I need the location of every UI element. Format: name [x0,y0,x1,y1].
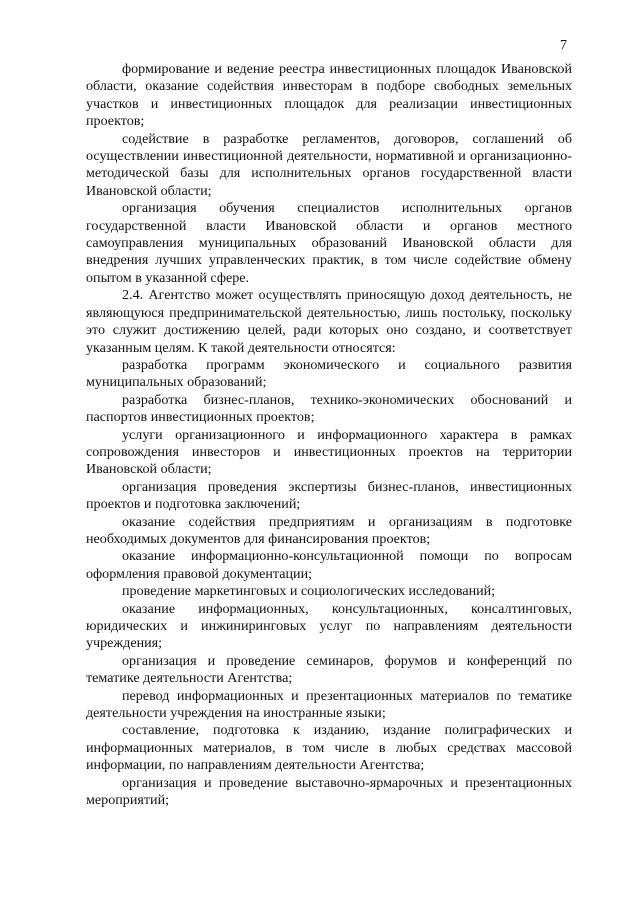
paragraph: организация проведения экспертизы бизнес-планов, инвестиционных проектов и подготовка заключений; [86,478,572,513]
paragraph: оказание информационно-консультационной помощи по вопросам оформления правовой документации; [86,548,572,582]
paragraph: составление, подготовка к изданию, издание полиграфических и информационных материалов, в том числе в любых средствах массовой информации, по направлениям деятельности Агентства; [86,722,572,774]
paragraph: перевод информационных и презентационных материалов по тематике деятельности учреждения на иностранные языки; [86,687,572,722]
paragraph: разработка бизнес-планов, технико-экономических обоснований и паспортов инвестиционных проектов; [86,391,572,426]
paragraph: оказание информационных, консультационных, консалтинговых, юридических и инжиниринговых услуг по направлениям деятельности учреждения; [86,600,572,652]
paragraph: разработка программ экономического и социального развития муниципальных образований; [86,356,572,391]
paragraph: организация обучения специалистов исполнительных органов государственной власти Ивановской области и органов местного самоуправления муниципальных образований Ивановской области для внедрения лучших управленческих практик, в том числе содействие обмену опытом в указанной сфере. [86,200,572,286]
page-number: 7 [560,38,567,53]
paragraph: организация и проведение выставочно-ярмарочных и презентационных мероприятий; [86,774,572,809]
paragraph: проведение маркетинговых и социологических исследований; [122,583,496,600]
paragraph: содействие в разработке регламентов, договоров, соглашений об осуществлении инвестиционной деятельности, нормативной и организационно-методической базы для исполнительных органов государственной власти Ивановской области; [86,130,572,199]
paragraph: формирование и ведение реестра инвестиционных площадок Ивановской области, оказание содействия инвесторам в подборе свободных земельных участков и инвестиционных площадок для реализации инвестиционных проектов; [86,61,572,130]
paragraph: 2.4. Агентство может осуществлять приносящую доход деятельность, не являющуюся предпринимательской деятельностью, лишь постольку, поскольку это служит достижению целей, ради которых оно создано, и соответствует указанным целям. К такой деятельности относятся: [86,287,572,356]
paragraph: услуги организационного и информационного характера в рамках сопровождения инвесторов и инвестиционных проектов на территории Ивановской области; [86,426,572,478]
paragraph: организация и проведение семинаров, форумов и конференций по тематике деятельности Агентства; [86,652,572,687]
paragraph: оказание содействия предприятиям и организациям в подготовке необходимых документов для финансирования проектов; [86,513,572,547]
document-body [86,61,572,809]
